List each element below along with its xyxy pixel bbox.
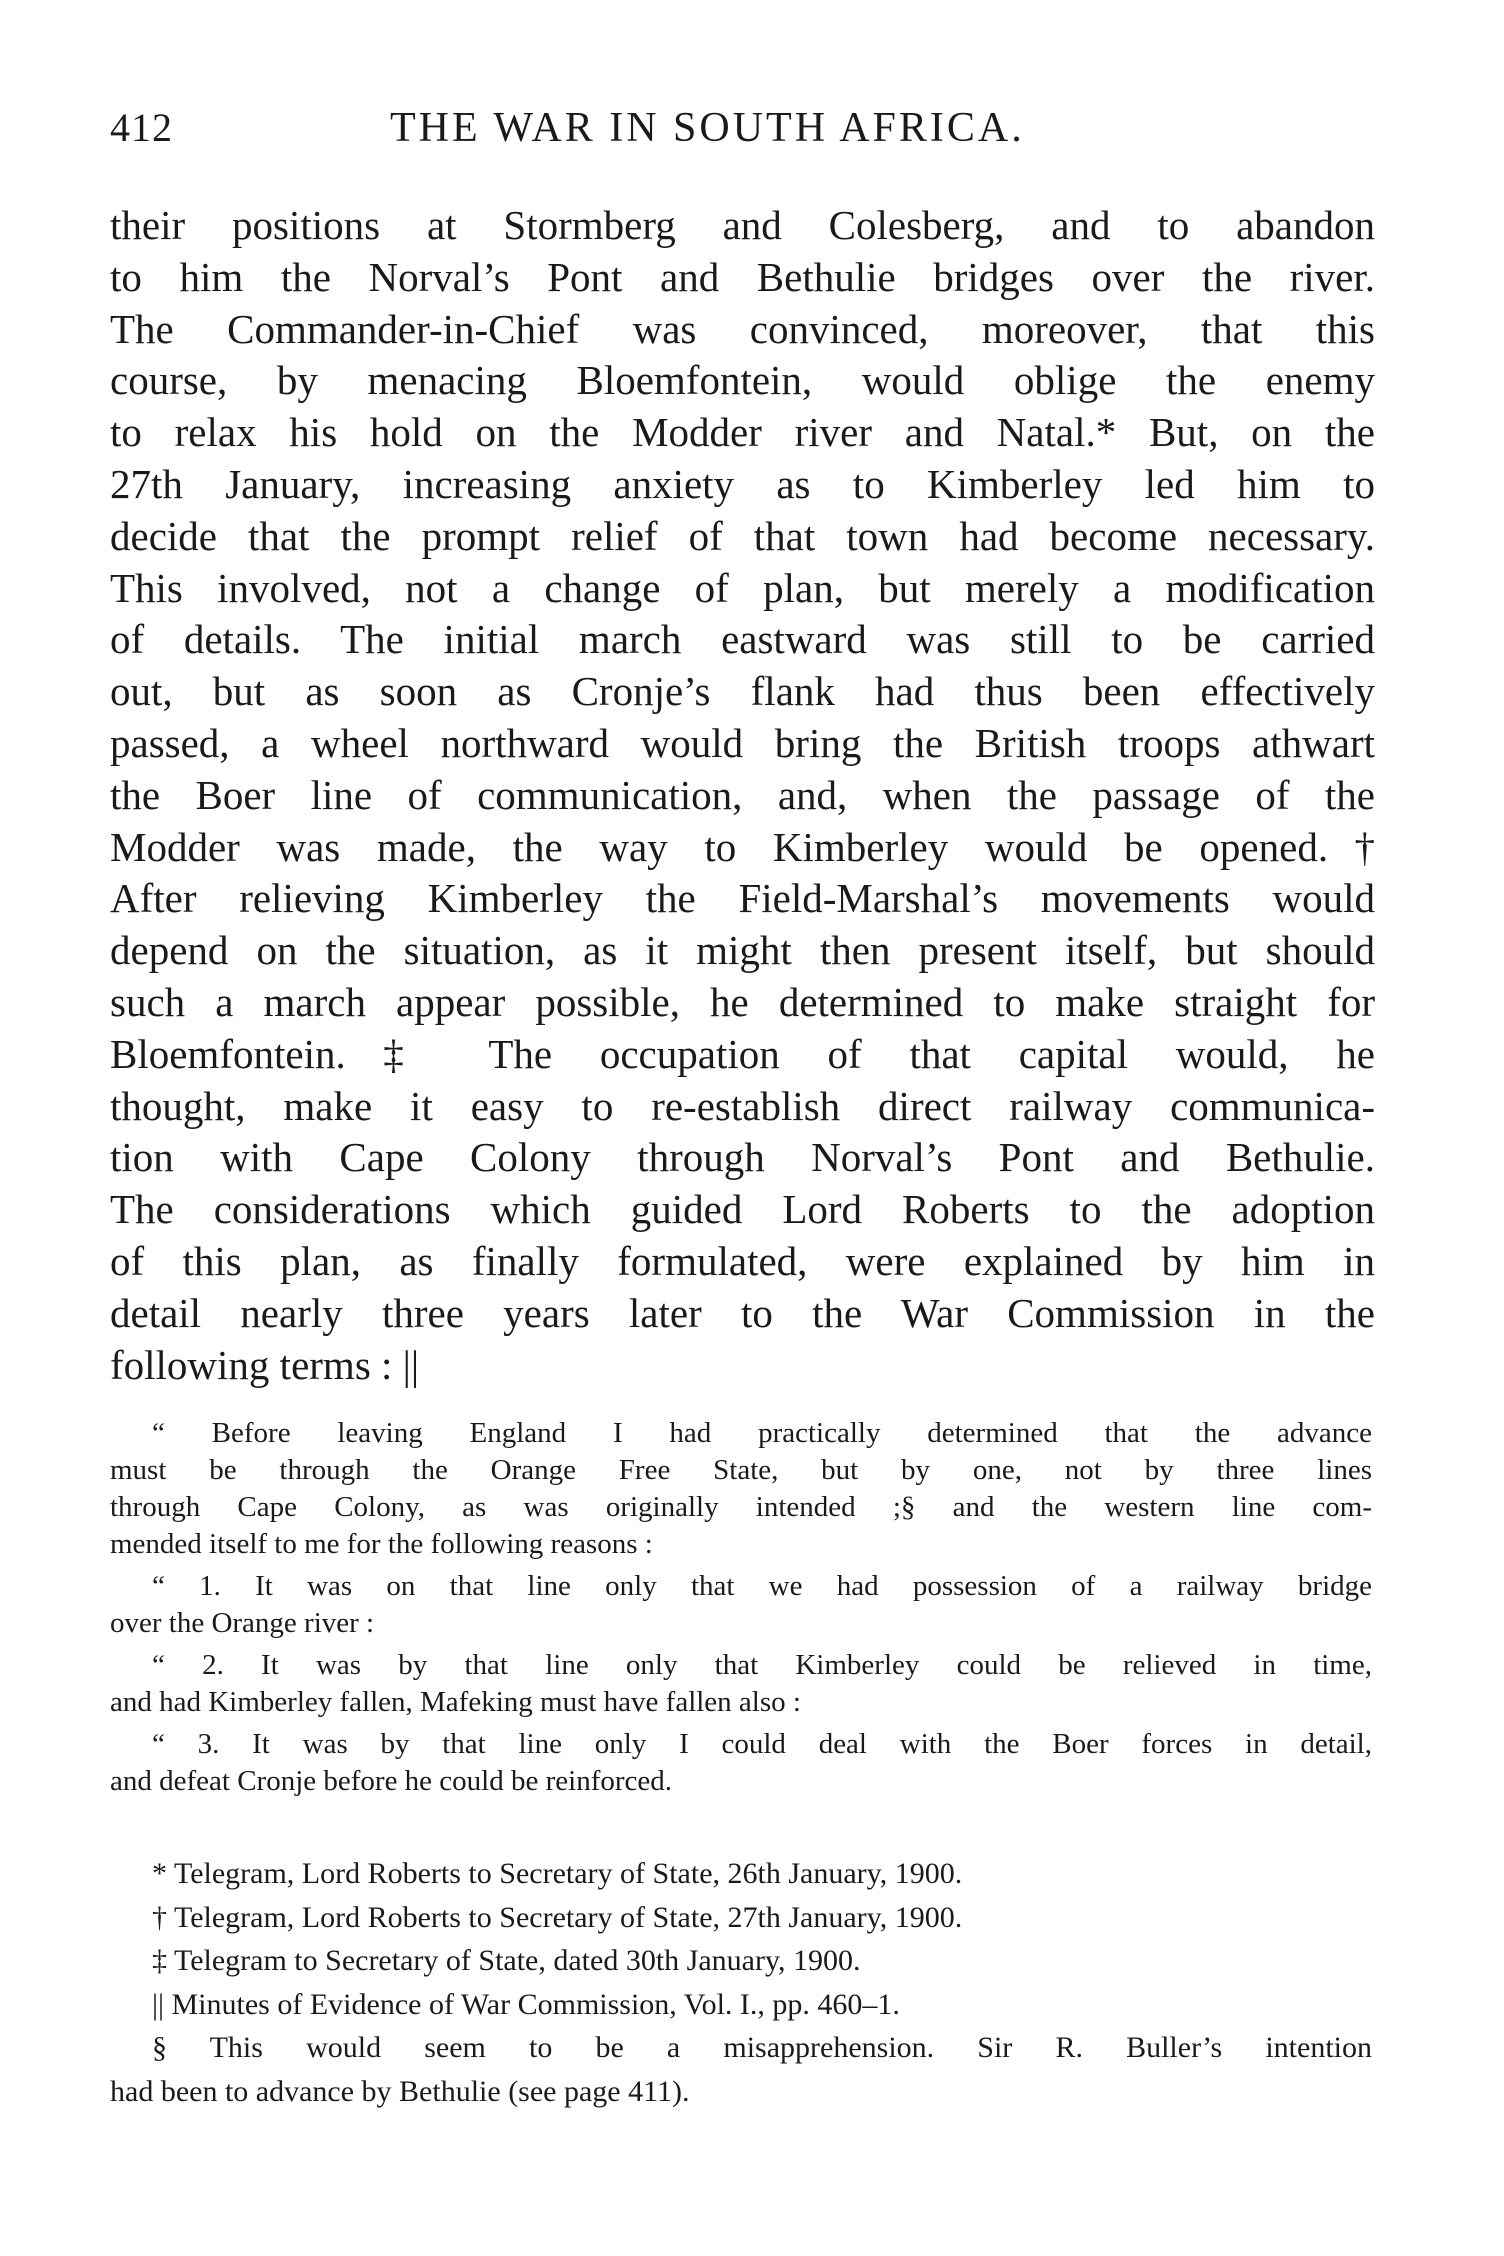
page-header: [110, 104, 1370, 164]
quote-line: “ 2. It was by that line only that Kimberley could be relieved in time,: [152, 1649, 1372, 1681]
footnote-continuation: had been to advance by Bethulie (see page 411).: [110, 2074, 690, 2108]
body-line: decide that the prompt relief of that town had become necessary.: [110, 512, 1375, 559]
page-number: 412: [110, 105, 173, 150]
quote-line: and had Kimberley fallen, Mafeking must have fallen also :: [110, 1686, 801, 1718]
running-head: THE WAR IN SOUTH AFRICA.: [390, 105, 1025, 151]
body-line: their positions at Stormberg and Colesberg, and to abandon: [110, 202, 1375, 248]
body-line: passed, a wheel northward would bring the British troops athwart: [110, 719, 1375, 766]
body-line: Modder was made, the way to Kimberley would be opened.†: [110, 823, 1375, 870]
quote-line: over the Orange river :: [110, 1607, 375, 1639]
footnote: † Telegram, Lord Roberts to Secretary of State, 27th January, 1900.: [152, 1900, 963, 1934]
body-line: tion with Cape Colony through Norval’s Pont and Bethulie.: [110, 1134, 1375, 1181]
footnote: || Minutes of Evidence of War Commission, Vol. I., pp. 460–1.: [152, 1987, 900, 2021]
body-line: After relieving Kimberley the Field-Marshal’s movements would: [110, 875, 1375, 922]
body-line: detail nearly three years later to the War Commission in the: [110, 1289, 1375, 1336]
body-line: to him the Norval’s Pont and Bethulie bridges over the river.: [110, 253, 1375, 300]
body-line: following terms : ||: [110, 1341, 420, 1388]
body-line: thought, make it easy to re-establish direct railway communica-: [110, 1082, 1375, 1129]
footnotes: [110, 1852, 1372, 2113]
body-line: of details. The initial march eastward was still to be carried: [110, 616, 1375, 663]
body-line: of this plan, as finally formulated, were explained by him in: [110, 1237, 1375, 1284]
body-line: to relax his hold on the Modder river and Natal.* But, on the: [110, 409, 1375, 456]
footnote: ‡ Telegram to Secretary of State, dated 30th January, 1900.: [152, 1944, 861, 1977]
body-line: This involved, not a change of plan, but merely a modification: [110, 564, 1375, 611]
quote-line: “ 3. It was by that line only I could deal with the Boer forces in detail,: [152, 1728, 1372, 1760]
body-line: 27th January, increasing anxiety as to Kimberley led him to: [110, 460, 1375, 507]
body-line: course, by menacing Bloemfontein, would oblige the enemy: [110, 357, 1375, 404]
body-line: out, but as soon as Cronje’s flank had thus been effectively: [110, 668, 1375, 715]
block-quote: [110, 1415, 1372, 1800]
body-line: depend on the situation, as it might then present itself, but should: [110, 927, 1375, 974]
body-paragraph: [110, 200, 1375, 1391]
quote-line: and defeat Cronje before he could be reinforced.: [110, 1765, 673, 1797]
quote-line: “ 1. It was on that line only that we had possession of a railway bridge: [152, 1570, 1372, 1602]
quote-line: mended itself to me for the following reasons :: [110, 1528, 653, 1560]
body-line: such a march appear possible, he determined to make straight for: [110, 978, 1375, 1025]
quote-line: through Cape Colony, as was originally intended ;§ and the western line com-: [110, 1491, 1372, 1523]
body-line: Bloemfontein.‡ The occupation of that capital would, he: [110, 1030, 1375, 1077]
footnote: * Telegram, Lord Roberts to Secretary of State, 26th January, 1900.: [152, 1857, 963, 1890]
quote-line: “ Before leaving England I had practically determined that the advance: [152, 1417, 1372, 1449]
body-line: The considerations which guided Lord Roberts to the adoption: [110, 1186, 1375, 1233]
body-line: The Commander-in-Chief was convinced, moreover, that this: [110, 305, 1375, 352]
footnote: § This would seem to be a misapprehension. Sir R. Buller’s intention: [152, 2031, 1372, 2064]
quote-line: must be through the Orange Free State, but by one, not by three lines: [110, 1454, 1372, 1486]
body-line: the Boer line of communication, and, when the passage of the: [110, 771, 1375, 818]
